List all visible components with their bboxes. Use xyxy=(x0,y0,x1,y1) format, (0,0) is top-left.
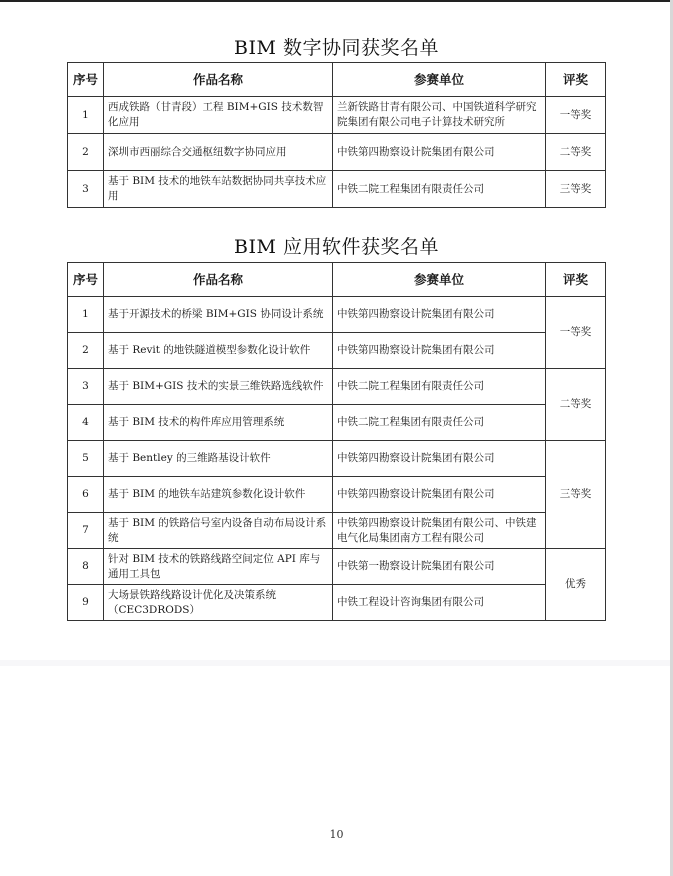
row-work-name: 基于 BIM 技术的构件库应用管理系统 xyxy=(104,405,333,441)
row-award: 三等奖 xyxy=(546,171,606,208)
row-no: 2 xyxy=(68,134,104,171)
table-row xyxy=(68,585,606,621)
table-row xyxy=(68,405,606,441)
table-header-row xyxy=(68,63,606,97)
row-no: 4 xyxy=(68,405,104,441)
table-row xyxy=(68,477,606,513)
row-work-name: 深圳市西丽综合交通枢纽数字协同应用 xyxy=(104,134,333,171)
award-group-excellent: 优秀 xyxy=(546,549,606,621)
row-work-name: 西成铁路（甘青段）工程 BIM+GIS 技术数智化应用 xyxy=(104,97,333,134)
row-unit: 中铁第四勘察设计院集团有限公司 xyxy=(333,134,546,171)
row-no: 5 xyxy=(68,441,104,477)
row-work-name: 基于 BIM 的地铁车站建筑参数化设计软件 xyxy=(104,477,333,513)
header-work-name: 作品名称 xyxy=(104,63,333,97)
row-no: 2 xyxy=(68,333,104,369)
row-unit: 中铁工程设计咨询集团有限公司 xyxy=(333,585,546,621)
row-no: 7 xyxy=(68,513,104,549)
table-header-row xyxy=(68,263,606,297)
header-unit: 参赛单位 xyxy=(333,63,546,97)
header-award: 评奖 xyxy=(546,263,606,297)
award-group-second: 二等奖 xyxy=(546,369,606,441)
table-row xyxy=(68,297,606,333)
row-award: 二等奖 xyxy=(546,134,606,171)
header-award: 评奖 xyxy=(546,63,606,97)
table-row xyxy=(68,549,606,585)
row-no: 3 xyxy=(68,171,104,208)
row-unit: 中铁第四勘察设计院集团有限公司 xyxy=(333,477,546,513)
header-work-name: 作品名称 xyxy=(104,263,333,297)
header-unit: 参赛单位 xyxy=(333,263,546,297)
table-row xyxy=(68,369,606,405)
row-no: 8 xyxy=(68,549,104,585)
row-unit: 中铁第四勘察设计院集团有限公司 xyxy=(333,297,546,333)
row-unit: 中铁第四勘察设计院集团有限公司、中铁建电气化局集团南方工程有限公司 xyxy=(333,513,546,549)
page-scan-band xyxy=(0,660,670,666)
row-unit: 中铁二院工程集团有限责任公司 xyxy=(333,369,546,405)
top-border-line xyxy=(0,0,673,2)
row-unit: 中铁第四勘察设计院集团有限公司 xyxy=(333,441,546,477)
row-unit: 中铁第一勘察设计院集团有限公司 xyxy=(333,549,546,585)
table-row xyxy=(68,441,606,477)
row-no: 6 xyxy=(68,477,104,513)
row-no: 1 xyxy=(68,297,104,333)
table1-title: BIM 数字协同获奖名单 xyxy=(234,37,439,59)
header-no: 序号 xyxy=(68,63,104,97)
row-work-name: 基于开源技术的桥梁 BIM+GIS 协同设计系统 xyxy=(104,297,333,333)
table-row xyxy=(68,333,606,369)
row-no: 3 xyxy=(68,369,104,405)
row-award: 一等奖 xyxy=(546,97,606,134)
row-work-name: 基于 BIM 的铁路信号室内设备自动布局设计系统 xyxy=(104,513,333,549)
table-row xyxy=(68,513,606,549)
row-unit: 中铁二院工程集团有限责任公司 xyxy=(333,405,546,441)
row-unit: 兰新铁路甘青有限公司、中国铁道科学研究院集团有限公司电子计算技术研究所 xyxy=(333,97,546,134)
row-work-name: 基于 BIM 技术的地铁车站数据协同共享技术应用 xyxy=(104,171,333,208)
row-no: 9 xyxy=(68,585,104,621)
table-row xyxy=(68,171,606,208)
table-row xyxy=(68,97,606,134)
row-work-name: 基于 Revit 的地铁隧道模型参数化设计软件 xyxy=(104,333,333,369)
bim-collaboration-award-table xyxy=(67,62,606,208)
row-no: 1 xyxy=(68,97,104,134)
row-work-name: 基于 BIM+GIS 技术的实景三维铁路选线软件 xyxy=(104,369,333,405)
row-work-name: 基于 Bentley 的三维路基设计软件 xyxy=(104,441,333,477)
award-group-first: 一等奖 xyxy=(546,297,606,369)
header-no: 序号 xyxy=(68,263,104,297)
row-work-name: 大场景铁路线路设计优化及决策系统（CEC3DRODS） xyxy=(104,585,333,621)
row-unit: 中铁二院工程集团有限责任公司 xyxy=(333,171,546,208)
row-unit: 中铁第四勘察设计院集团有限公司 xyxy=(333,333,546,369)
row-work-name: 针对 BIM 技术的铁路线路空间定位 API 库与通用工具包 xyxy=(104,549,333,585)
award-group-third: 三等奖 xyxy=(546,441,606,549)
bim-software-award-table xyxy=(67,262,606,621)
page-number: 10 xyxy=(329,828,344,841)
table-row xyxy=(68,134,606,171)
table2-title: BIM 应用软件获奖名单 xyxy=(234,236,439,258)
